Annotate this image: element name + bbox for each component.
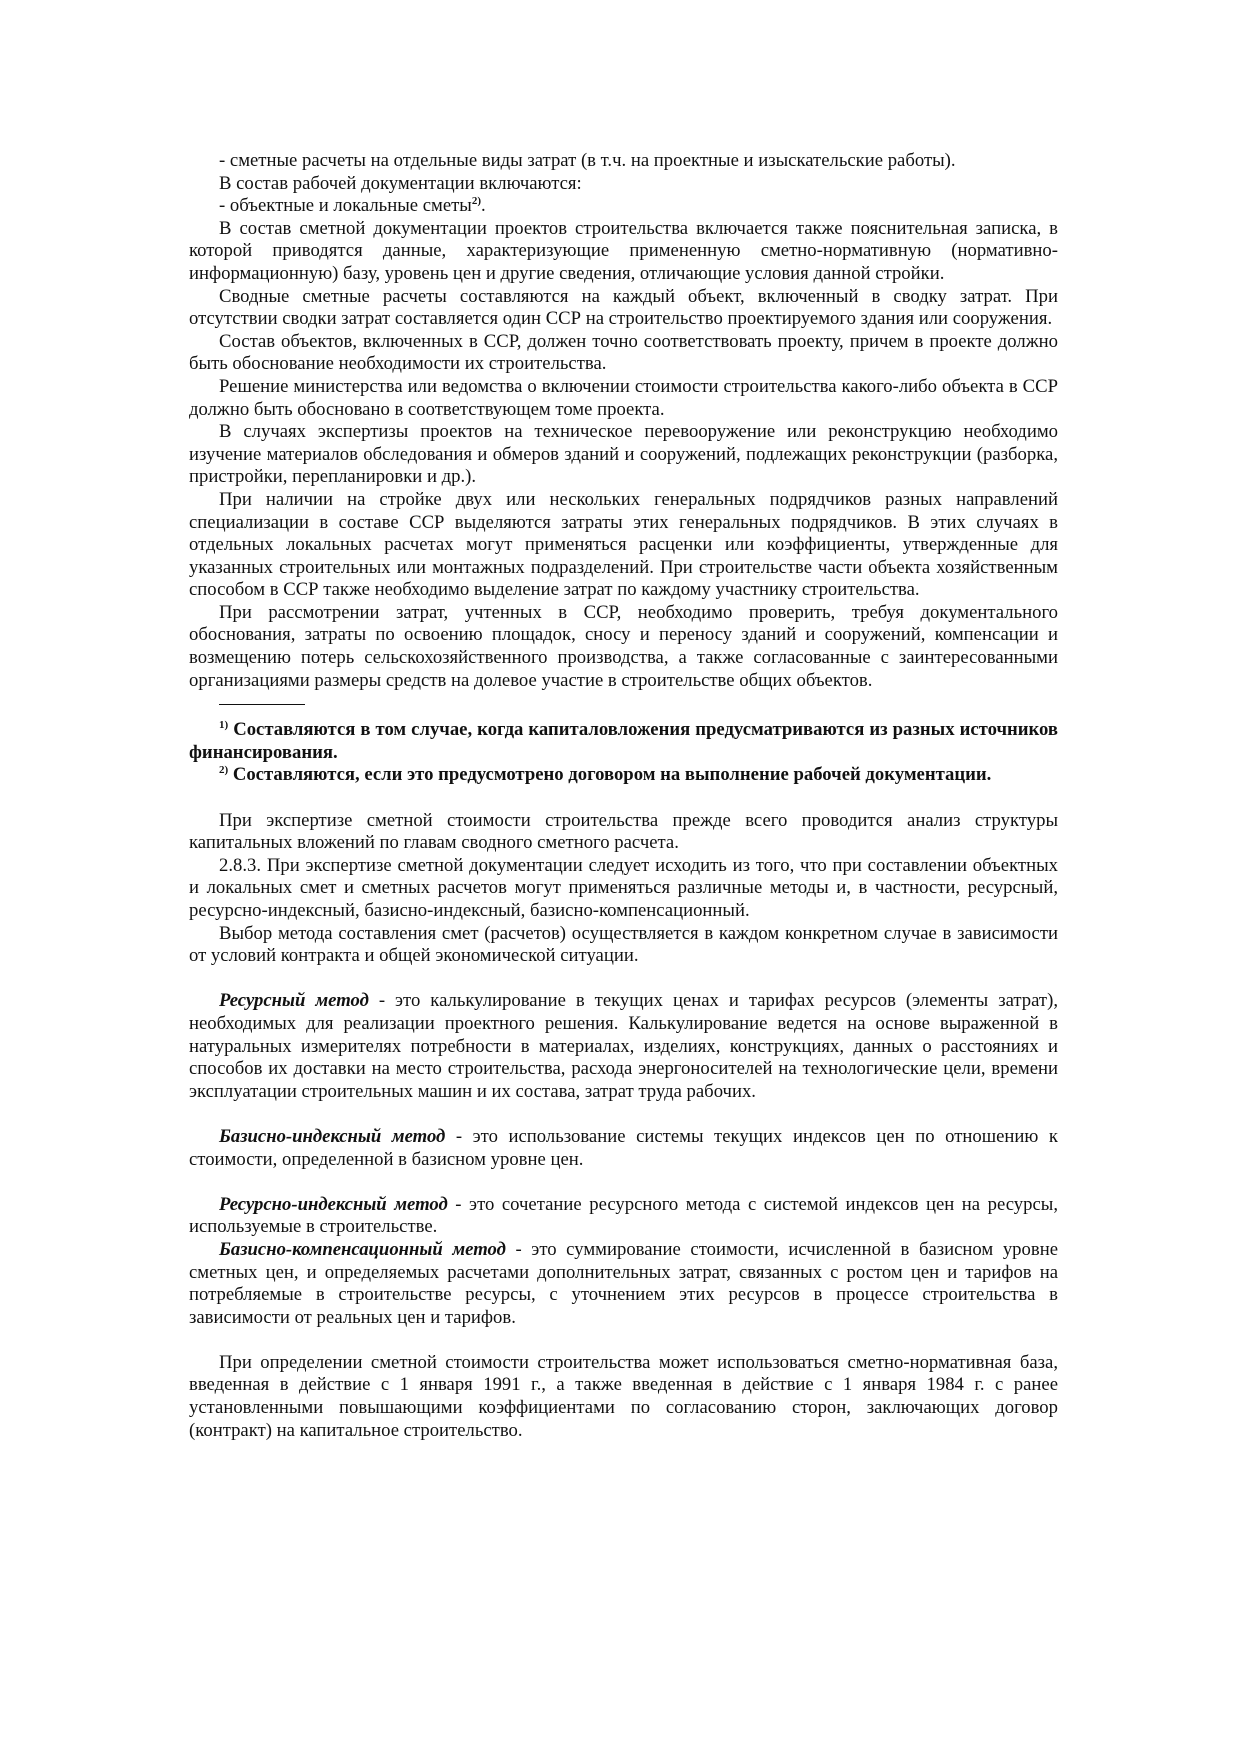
footnote-1 <box>189 719 1058 764</box>
paragraph-obektnye-smety <box>189 195 1058 218</box>
paragraph-vybor-metoda: Выбор метода составления смет (расчетов) осуществляется в каждом конкретном случае в зависимости от условий контракта и общей экономической ситуации. <box>189 922 1058 967</box>
footnote-2 <box>189 764 1058 787</box>
method-resursnyj <box>189 990 1058 1103</box>
smety-line-text: - объектные и локальные сметы <box>219 195 472 217</box>
footnote-mark-1: 1) <box>219 719 229 732</box>
footnote-2-text: Составляются, если это предусмотрено договором на выполнение рабочей документации. <box>232 764 992 786</box>
document-page <box>189 150 1058 1442</box>
spacer <box>189 1329 1058 1352</box>
footnote-mark-2: 2) <box>219 764 229 777</box>
method-term: Базисно-индексный метод <box>219 1125 446 1147</box>
paragraph-svodnye-raschety: Сводные сметные расчеты составляются на каждый объект, включенный в сводку затрат. При отсутствии сводки затрат составляется один ССР на строительство проектируемого здания или сооружения. <box>189 285 1058 330</box>
paragraph-ekspertiza-rekonstrukcii: В случаях экспертизы проектов на техническое перевооружение или реконструкцию необходимо изучение материалов обследования и обмеров зданий и сооружений, подлежащих реконструкции (разборка, пристройки, перепланировки и др.). <box>189 421 1058 488</box>
paragraph-generalnye-podryadchiki: При наличии на стройке двух или нескольких генеральных подрядчиков разных направлений специализации в составе ССР выделяются затраты этих генеральных подрядчиков. В этих случаях в отдельных локальных расчетах могут применяться расценки или коэффициенты, утвержденные для указанных строительных или монтажных подразделений. При строительстве части объекта хозяйственным способом в ССР также необходимо выделение затрат по каждому участнику строительства. <box>189 488 1058 601</box>
footnote-ref-2: 2) <box>471 194 482 207</box>
smety-line-tail: . <box>481 195 486 217</box>
paragraph-smety-raschety: - сметные расчеты на отдельные виды затрат (в т.ч. на проектные и изыскательские работы). <box>219 150 956 171</box>
paragraph-analiz-struktury: При экспертизе сметной стоимости строительства прежде всего проводится анализ структуры капитальных вложений по главам сводного сметного расчета. <box>189 809 1058 854</box>
paragraph-reshenie-ministerstva: Решение министерства или ведомства о включении стоимости строительства какого-либо объекта в ССР должно быть обосновано в соответствующем томе проекта. <box>189 375 1058 420</box>
paragraph-2-8-3: 2.8.3. При экспертизе сметной документации следует исходить из того, что при составлении объектных и локальных смет и сметных расчетов могут применяться различные методы и, в частности, ресурсный, ресурсно-индексный, базисно-индексный, базисно-компенсационный. <box>189 854 1058 921</box>
method-definition: - это использование системы текущих индексов цен по отношению к стоимости, определенной в базисном уровне цен. <box>189 1125 1059 1170</box>
paragraph-rabochaya-dokumentaciya: В состав рабочей документации включаются: <box>219 172 582 194</box>
method-term: Ресурсно-индексный метод <box>219 1193 448 1215</box>
spacer <box>189 787 1058 810</box>
footnote-separator <box>219 692 305 705</box>
method-definition: - это калькулирование в текущих ценах и тарифах ресурсов (элементы затрат), необходимых для реализации проектного решения. Калькулирование ведется на основе выраженной в натуральных измерителях потребности в материалах, изделиях, конструкциях, данных о расстояниях и способов их доставки на место строительства, расхода энергоносителей на технологические цели, времени эксплуатации строительных машин и их состава, затрат труда рабочих. <box>189 990 1058 1102</box>
spacer <box>189 968 1058 991</box>
paragraph-sostav-obektov: Состав объектов, включенных в ССР, должен точно соответствовать проекту, причем в проекте должно быть обоснование необходимости их строительства. <box>189 330 1058 375</box>
paragraph-poyasnitelnaya-zapiska: В состав сметной документации проектов строительства включается также пояснительная записка, в которой приводятся данные, характеризующие примененную сметно-нормативную (нормативно-информационную) базу, уровень цен и другие сведения, отличающие условия данной стройки. <box>189 217 1058 284</box>
method-bazisno-kompensacionnyj <box>189 1239 1058 1329</box>
method-resursno-indeksnyj <box>189 1194 1058 1239</box>
paragraph-rassmotrenie-zatrat: При рассмотрении затрат, учтенных в ССР, необходимо проверить, требуя документального обоснования, затраты по освоению площадок, сносу и переносу зданий и сооружений, компенсации и возмещению потерь сельскохозяйственного производства, а также согласованные с заинтересованными организациями размеры средств на долевое участие в строительстве общих объектов. <box>189 601 1058 691</box>
method-term: Ресурсный метод <box>219 990 369 1012</box>
method-bazisno-indeksnyj <box>189 1126 1058 1171</box>
paragraph-normativnaya-baza: При определении сметной стоимости строительства может использоваться сметно-нормативная база, введенная в действие с 1 января 1991 г., а также введенная в действие с 1 января 1984 г. с ранее установленными повышающими коэффициентами по согласованию сторон, заключающих договор (контракт) на капитальное строительство. <box>189 1351 1058 1441</box>
spacer <box>189 1103 1058 1126</box>
footnote-1-text: Составляются в том случае, когда капиталовложения предусматриваются из разных источников финансирования. <box>189 719 1059 763</box>
spacer <box>189 1171 1058 1194</box>
method-definition: - это суммирование стоимости, исчисленной в базисном уровне сметных цен, и определяемых расчетами дополнительных затрат, связанных с ростом цен и тарифов на потребляемые в строительстве ресурсы, с уточнением этих ресурсов в процессе строительства в зависимости от реальных цен и тарифов. <box>189 1238 1058 1328</box>
method-term: Базисно-компенсационный метод <box>219 1238 506 1260</box>
method-definition: - это сочетание ресурсного метода с системой индексов цен на ресурсы, используемые в строительстве. <box>189 1193 1058 1238</box>
